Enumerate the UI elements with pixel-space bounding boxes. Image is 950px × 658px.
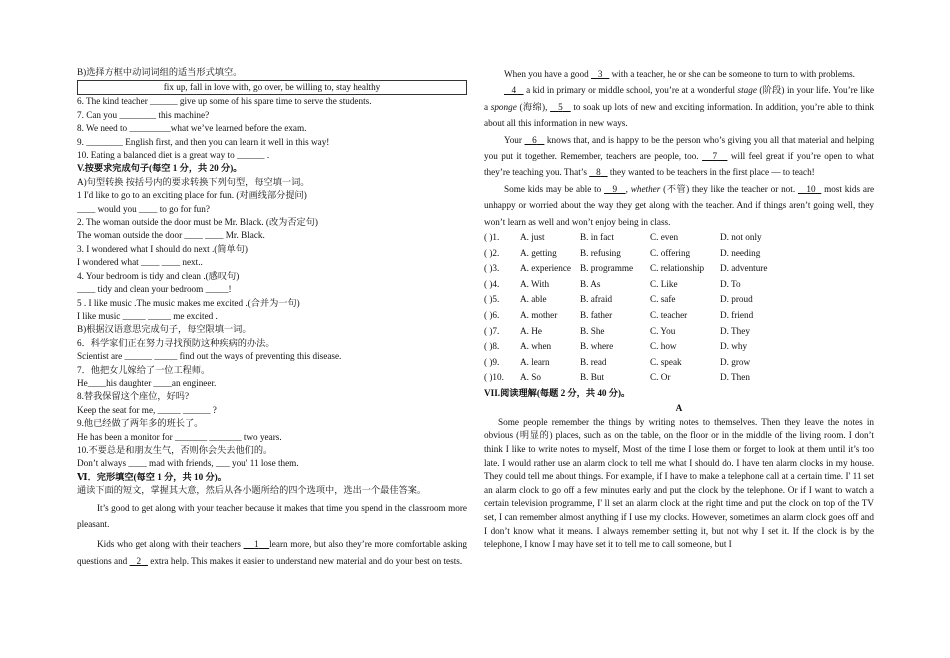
cloze-text: Some kids may be able to — [504, 183, 602, 194]
cloze-text: (阶段) in your life. You’re like a — [484, 85, 875, 112]
option-b: B. father — [580, 310, 613, 321]
cloze-paragraph-6: Some kids may be able to 9 , whether (不管) they like the teacher or not. 10 most kids are unhappy or worried about the way they get along with the teacher. And if things aren’t going well, they won’t learn as well and won’t enjoy being in class. — [484, 183, 875, 227]
question-line: Don’t always ____ mad with friends, ___ you' 11 lose them. — [77, 458, 299, 469]
option-d: D. friend — [720, 310, 754, 321]
cloze-text: to soak up lots of new and exciting information. In addition, you’re able to think about all this information in new ways. — [484, 101, 875, 129]
cloze-blank-10[interactable] — [798, 184, 821, 194]
answer-bracket[interactable]: ( )5. — [484, 294, 500, 305]
question-line: ____ would you ____ to go for fun? — [77, 203, 210, 214]
option-row — [484, 292, 874, 308]
option-c: C. even — [650, 232, 679, 243]
question-line: ____ tidy and clean your bedroom _____! — [77, 284, 232, 295]
phrase-box: fix up, fall in love with, go over, be willing to, stay healthy — [77, 80, 467, 95]
cloze-blank-9[interactable] — [604, 184, 626, 194]
cloze-blank-7[interactable] — [702, 151, 727, 161]
question-line: 5 . I like music .The music makes me excited .(合并为一句) — [77, 297, 300, 308]
option-b: B. programme — [580, 263, 634, 274]
option-c: C. Or — [650, 372, 671, 383]
question-line: 9.他已经做了两年多的班长了。 — [77, 418, 204, 429]
blank-number: 8 — [596, 167, 601, 178]
option-b: B. afraid — [580, 294, 613, 305]
cloze-text: When you have a good — [504, 69, 589, 79]
question-line: He has been a monitor for _______ _______ two years. — [77, 431, 282, 442]
cloze-instruction: 通读下面的短文，掌握其大意，然后从各小题所给的四个选项中，选出一个最佳答案。 — [77, 485, 427, 496]
question-line: I wondered what ____ ____ next.. — [77, 257, 203, 268]
question-line: 1 I'd like to go to an exciting place for fun. (对画线部分提问) — [77, 190, 307, 201]
cloze-text: Your — [504, 134, 522, 145]
cloze-text: will feel great if you’re open to what they’re teaching you. That’s — [484, 151, 875, 178]
passage-letter: A — [675, 403, 683, 414]
cloze-text: It’s good to get along with your teacher because it makes that time you spend in the classroom more pleasant. — [77, 502, 467, 529]
reading-passage-a — [484, 416, 874, 552]
option-c: C. Like — [650, 278, 678, 289]
option-row — [484, 277, 874, 293]
question-line: He____his daughter ____an engineer. — [77, 377, 217, 388]
option-d: D. proud — [720, 294, 753, 305]
option-d: D. To — [720, 278, 741, 289]
cloze-text: with a teacher, he or she can be someone to turn to with problems. — [611, 69, 855, 79]
left-column — [77, 66, 467, 569]
blank-number: 4 — [511, 85, 517, 96]
passage-text: Some people remember the things by writing notes to themselves. Then they leave the notes in obvious (明显的) places, such as on the table, on the floor or in the middle of the living room. I don’t think I like to write notes to myself, Most of the time I lose them or forget to look at them until it’s too late. I would rather use an alarm clock to tell me what I should do. I have ten alarm clocks in my house. They could tell me about things. For example, if I have to make a telephone call at a certain time. I' 11 set an alarm clock to go off a few minutes early and put the clock by the telephone. Or if I want to watch a certain television programme, I' ll set an alarm clock at the right time and put the clock on top of the TV set, I can remember almost anything if I use my clocks. However, sometimes an alarm clock goes off and I don’t know what it means. I always remember setting it, but not why I set it. If the clock is by the telephone, I know I may have set it to tell me to call someone, but I — [484, 416, 874, 550]
cloze-blank-1[interactable] — [244, 539, 270, 549]
answer-bracket[interactable]: ( )4. — [484, 278, 500, 289]
cloze-text: most kids are unhappy or worried about the way they get along with the teacher. And if things aren’t going well, they won’t learn as well and won’t enjoy being in class. — [484, 183, 875, 227]
option-row — [484, 308, 874, 324]
question-line: Keep the seat for me, _____ ______ ? — [77, 404, 217, 415]
option-a: A. getting — [520, 247, 557, 258]
option-a: A. learn — [520, 356, 550, 367]
option-d: D. not only — [720, 232, 762, 243]
cloze-text: learn more, but also they’re more comfortable asking questions and — [77, 539, 468, 566]
option-row — [484, 370, 874, 386]
answer-bracket[interactable]: ( )6. — [484, 310, 500, 321]
cloze-text: stage — [737, 85, 757, 96]
cloze-text: (海绵), — [519, 101, 548, 112]
cloze-blank-4[interactable] — [504, 85, 524, 95]
section-v-heading: V.按要求完成句子(每空 1 分，共 20 分)。 — [77, 163, 243, 174]
section-b-instruction: B)选择方框中动词词组的适当形式填空。 — [77, 67, 243, 77]
answer-bracket[interactable]: ( )8. — [484, 341, 500, 352]
cloze-text: knows that, and is happy to be the person who’s giving you all that material and helping you put it together. Remember, teachers are people, too. — [484, 134, 875, 162]
option-b: B. She — [580, 325, 605, 336]
question-line: 10. Eating a balanced diet is a great way to ______ . — [77, 150, 270, 161]
question-line: 9. ________ English first, and then you can learn it well in this way! — [77, 136, 330, 147]
cloze-text: Kids who get along with their teachers — [97, 539, 241, 550]
cloze-text: whether — [630, 183, 661, 194]
option-a: A. So — [520, 372, 541, 383]
option-a: A. He — [520, 325, 542, 336]
option-b: B. refusing — [580, 247, 621, 258]
question-line: 6. The kind teacher ______ give up some of his spare time to serve the students. — [77, 96, 372, 107]
question-line: 7. Can you ________ this machine? — [77, 109, 210, 120]
option-a: A. experience — [520, 263, 572, 274]
blank-number: 1 — [254, 539, 259, 550]
option-row — [484, 355, 874, 371]
cloze-blank-2[interactable] — [130, 556, 148, 566]
option-a: A. just — [520, 232, 545, 243]
option-row — [484, 324, 874, 340]
option-d: D. needing — [720, 247, 761, 258]
blank-number: 10 — [806, 183, 816, 194]
option-c: C. You — [650, 325, 676, 336]
cloze-paragraph-4 — [484, 82, 874, 131]
question-line: 3. I wondered what I should do next .(简单句) — [77, 243, 248, 254]
cloze-text: sponge — [490, 101, 517, 112]
answer-bracket[interactable]: ( )2. — [484, 247, 500, 258]
option-a: A. when — [520, 341, 552, 352]
option-b: B. read — [580, 356, 607, 367]
blank-number: 5 — [558, 101, 563, 112]
section-a-instruction: A)句型转换 按括号内的要求转换下列句型，每空填一词。 — [77, 176, 310, 187]
blank-number: 2 — [136, 555, 142, 566]
cloze-paragraph-5 — [484, 132, 874, 181]
cloze-text: a kid in primary or middle school, you’re at a wonderful — [526, 85, 735, 96]
cloze-paragraph-3 — [484, 66, 874, 82]
option-row — [484, 261, 874, 277]
option-c: C. speak — [650, 356, 682, 367]
option-c: C. teacher — [650, 310, 688, 321]
blank-number: 6 — [532, 134, 537, 145]
cloze-blank-6[interactable] — [525, 135, 545, 145]
option-row — [484, 339, 874, 355]
option-b: B. As — [580, 278, 601, 289]
blank-number: 9 — [612, 183, 618, 194]
right-column — [484, 66, 874, 552]
option-c: C. how — [650, 341, 677, 352]
option-a: A. mother — [520, 310, 558, 321]
question-line: 4. Your bedroom is tidy and clean .(感叹句) — [77, 270, 240, 281]
option-a: A. able — [520, 294, 547, 305]
cloze-text: (不管) they like the teacher or not. — [663, 183, 796, 194]
question-line: I like music _____ _____ me excited . — [77, 310, 218, 321]
option-c: C. relationship — [650, 263, 705, 274]
option-d: D. why — [720, 341, 748, 352]
cloze-text: they wanted to be teachers in the first place — to teach! — [609, 167, 815, 178]
option-b: B. in fact — [580, 232, 614, 243]
cloze-blank-5[interactable] — [550, 102, 571, 112]
option-d: D. They — [720, 325, 750, 336]
cloze-blank-8[interactable] — [589, 167, 607, 177]
option-a: A. With — [520, 278, 550, 289]
blank-number: 3 — [597, 69, 603, 79]
question-line: 7．他把女儿嫁给了一位工程师。 — [77, 364, 211, 375]
cloze-blank-3[interactable] — [591, 69, 609, 79]
section-vii-heading: VII.阅读理解(每题 2 分，共 40 分)。 — [484, 388, 631, 398]
question-line: 2. The woman outside the door must be Mr. Black. (改为否定句) — [77, 217, 318, 228]
answer-bracket[interactable]: ( )3. — [484, 263, 500, 274]
option-d: D. grow — [720, 356, 751, 367]
option-d: D. adventure — [720, 263, 768, 274]
option-b: B. where — [580, 341, 614, 352]
option-row — [484, 246, 874, 262]
option-d: D. Then — [720, 372, 750, 383]
option-b: B. But — [580, 372, 604, 383]
option-c: C. safe — [650, 294, 676, 305]
cloze-options — [484, 230, 874, 386]
question-line: 6．科学家们正在努力寻找预防这种疾病的办法。 — [77, 337, 275, 348]
answer-bracket[interactable]: ( )10. — [484, 372, 504, 383]
question-line: 10.不要总是和朋友生气，否则你会失去他们的。 — [77, 444, 273, 455]
cloze-paragraph-2 — [77, 536, 467, 569]
answer-bracket[interactable]: ( )9. — [484, 356, 500, 367]
option-c: C. offering — [650, 247, 691, 258]
question-line: 8.替我保留这个座位，好吗? — [77, 391, 190, 402]
option-row — [484, 230, 874, 246]
cloze-paragraph-1 — [77, 500, 467, 533]
section-vi-heading: Ⅵ．完形填空(每空 1 分，共 10 分)。 — [77, 471, 227, 482]
blank-number: 7 — [712, 151, 718, 162]
answer-bracket[interactable]: ( )7. — [484, 325, 500, 336]
question-line: The woman outside the door ____ ____ Mr. Black. — [77, 230, 265, 241]
answer-bracket[interactable]: ( )1. — [484, 232, 500, 243]
question-line: Scientist are ______ _____ find out the ways of preventing this disease. — [77, 351, 342, 362]
cloze-text: extra help. This makes it easier to understand new material and do your best on tests. — [150, 555, 463, 566]
question-line: 8. We need to _________what we’ve learned before the exam. — [77, 123, 307, 134]
section-b2-instruction: B)根据汉语意思完成句子，每空限填一词。 — [77, 324, 252, 335]
